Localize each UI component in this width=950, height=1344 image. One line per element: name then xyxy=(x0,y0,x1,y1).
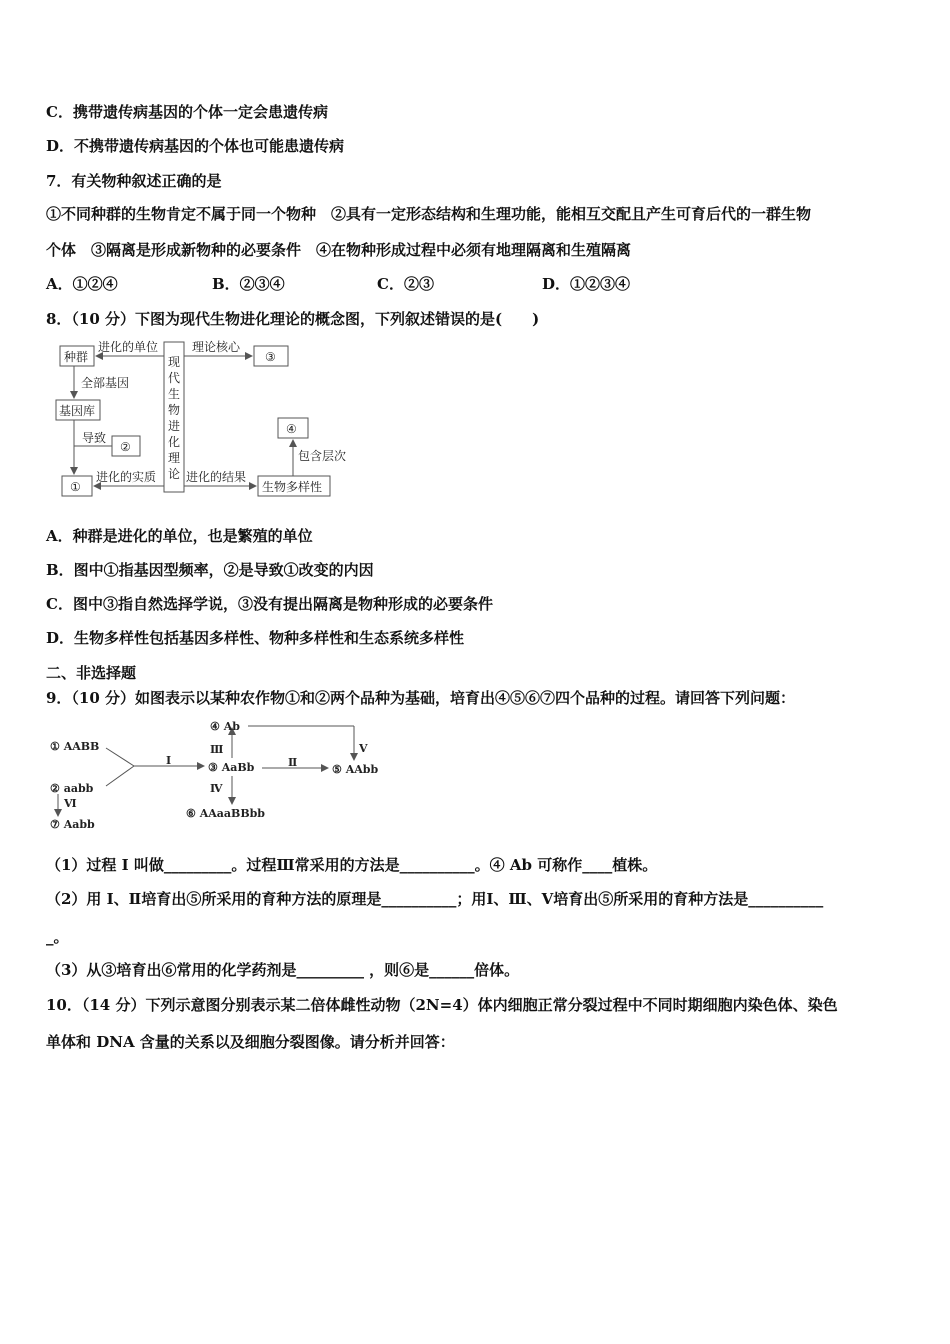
section-title: 二、非选择题 xyxy=(46,664,137,682)
theory-char: 物 xyxy=(168,403,181,417)
q10-line2: 单体和 DNA 含量的关系以及细胞分裂图像。请分析并回答： xyxy=(46,1033,455,1051)
step-5: Ⅴ xyxy=(359,742,368,755)
theory-char: 生 xyxy=(168,387,181,401)
variety-4: ④ Ab xyxy=(210,720,240,733)
q7-option-c: C．②③ xyxy=(377,275,434,293)
box-population: 种群 xyxy=(64,350,89,364)
variety-5: ⑤ AAbb xyxy=(332,763,379,776)
variety-1: ① AABB xyxy=(50,740,100,753)
step-4: Ⅳ xyxy=(210,782,223,795)
step-3: Ⅲ xyxy=(210,743,224,756)
box-circle-2: ② xyxy=(120,440,131,454)
q9-sub2-line2: _。 xyxy=(46,928,69,946)
step-6: Ⅵ xyxy=(64,797,77,810)
label-evolution-unit: 进化的单位 xyxy=(98,340,159,354)
q8-stem: 8．（10 分）下图为现代生物进化理论的概念图，下列叙述错误的是( ) xyxy=(46,310,540,328)
q8-option-c: C．图中③指自然选择学说，③没有提出隔离是物种形成的必要条件 xyxy=(46,595,493,613)
q10-line1: 10．（14 分）下列示意图分别表示某二倍体雌性动物（2N=4）体内细胞正常分裂过程中不同时期细胞内染色体、染色 xyxy=(46,996,838,1014)
q7-stem: 7．有关物种叙述正确的是 xyxy=(46,172,222,190)
q9-sub2-line1: （2）用 I、Ⅱ培育出⑤所采用的育种方法的原理是__________；用Ⅰ、Ⅲ、Ⅴ培育出⑤所采用的育种方法是__________ xyxy=(46,890,824,908)
q9-sub3: （3）从③培育出⑥常用的化学药剂是_________ ，则⑥是______倍体。 xyxy=(46,961,520,979)
breeding-process-diagram xyxy=(48,716,388,834)
theory-char: 化 xyxy=(168,435,181,449)
q7-option-d: D．①②③④ xyxy=(542,275,631,293)
q6-option-d: D．不携带遗传病基因的个体也可能患遗传病 xyxy=(46,137,345,155)
label-evolution-essence: 进化的实质 xyxy=(96,470,157,484)
theory-char: 论 xyxy=(168,467,181,481)
label-contains-levels: 包含层次 xyxy=(298,449,347,463)
label-all-genes: 全部基因 xyxy=(81,376,130,390)
q9-sub1: （1）过程 I 叫做_________。过程Ⅲ常采用的方法是__________。④ Ab 可称作____植株。 xyxy=(46,856,658,874)
box-biodiversity: 生物多样性 xyxy=(262,480,323,494)
label-theory-core: 理论核心 xyxy=(192,340,241,354)
variety-2: ② aabb xyxy=(50,782,94,795)
q8-option-d: D．生物多样性包括基因多样性、物种多样性和生态系统多样性 xyxy=(46,629,465,647)
box-circle-3: ③ xyxy=(265,350,276,364)
label-leads-to: 导致 xyxy=(82,431,107,445)
q7-statements-line2: 个体 ③隔离是形成新物种的必要条件 ④在物种形成过程中必须有地理隔离和生殖隔离 xyxy=(46,241,632,259)
theory-char: 进 xyxy=(168,419,181,433)
q7-option-a: A．①②④ xyxy=(46,275,118,293)
q8-option-a: A．种群是进化的单位，也是繁殖的单位 xyxy=(46,527,313,545)
theory-char: 代 xyxy=(168,371,181,385)
q6-option-c: C．携带遗传病基因的个体一定会患遗传病 xyxy=(46,103,328,121)
step-1: Ⅰ xyxy=(166,754,172,767)
evolution-concept-diagram xyxy=(48,338,368,504)
theory-char: 现 xyxy=(168,355,181,369)
q9-stem: 9．（10 分）如图表示以某种农作物①和②两个品种为基础，培育出④⑤⑥⑦四个品种的过程。请回答下列问题： xyxy=(46,689,796,707)
box-circle-4: ④ xyxy=(286,422,297,436)
box-gene-pool: 基因库 xyxy=(59,404,96,418)
variety-7: ⑦ Aabb xyxy=(50,818,95,831)
box-circle-1: ① xyxy=(70,480,81,494)
theory-char: 理 xyxy=(168,451,181,465)
step-2: Ⅱ xyxy=(288,756,298,769)
label-evolution-result: 进化的结果 xyxy=(186,470,247,484)
variety-3: ③ AaBb xyxy=(208,761,255,774)
q8-option-b: B．图中①指基因型频率，②是导致①改变的内因 xyxy=(46,561,374,579)
q7-statements-line1: ①不同种群的生物肯定不属于同一个物种 ②具有一定形态结构和生理功能，能相互交配且产生可育后代的一群生物 xyxy=(46,205,812,223)
q7-option-b: B．②③④ xyxy=(212,275,285,293)
variety-6: ⑥ AAaaBBbb xyxy=(186,807,265,820)
